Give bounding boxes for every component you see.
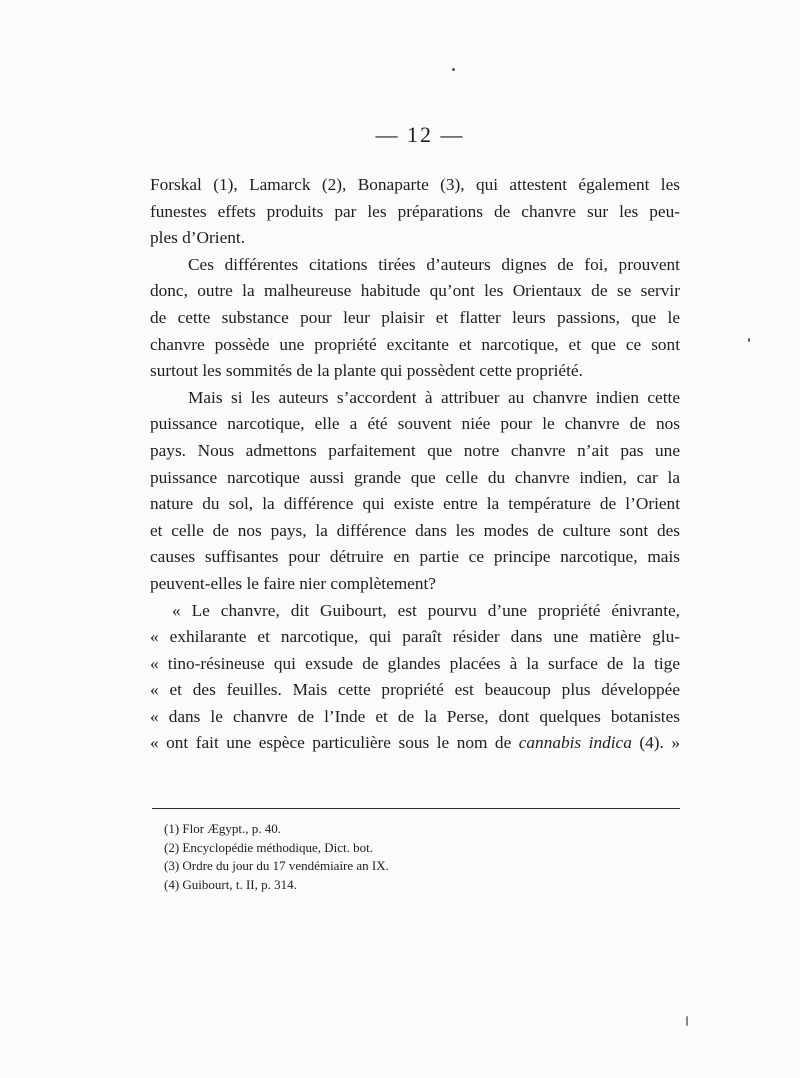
text-line: funestes effets produits par les préparations de chanvre sur les peu- — [150, 201, 680, 221]
footnote: (3) Ordre du jour du 17 vendémiaire an IX. — [164, 858, 389, 874]
text-line: donc, outre la malheureuse habitude qu’ont les Orientaux de se servir — [150, 281, 680, 301]
text-line: Ces différentes citations tirées d’auteurs dignes de foi, prouvent — [188, 254, 680, 274]
text-line: Mais si les auteurs s’accordent à attribuer au chanvre indien cette — [188, 387, 680, 407]
footnote: (1) Flor Ægypt., p. 40. — [164, 821, 281, 836]
page-number: — 12 — — [375, 122, 465, 147]
paper-speck — [686, 1016, 688, 1026]
quote-text: « ont fait une espèce particulière sous le nom de — [150, 733, 519, 753]
italic-term: cannabis indica — [518, 733, 632, 753]
text-line: Forskal (1), Lamarck (2), Bonaparte (3), qui attestent également les — [150, 175, 680, 194]
quote-line: « dans le chanvre de l’Inde et de la Perse, dont quelques botanistes — [150, 706, 680, 726]
quote-line: « Le chanvre, dit Guibourt, est pourvu d’une propriété énivrante, — [172, 600, 680, 620]
text-line: nature du sol, la différence qui existe entre la température de l’Orient — [150, 494, 680, 514]
footnote-divider — [152, 808, 680, 809]
footnote: (2) Encyclopédie méthodique, Dict. bot. — [164, 839, 374, 855]
quote-line: « exhilarante et narcotique, qui paraît résider dans une matière glu- — [150, 627, 680, 647]
text-line: surtout les sommités de la plante qui possèdent cette propriété. — [150, 361, 583, 381]
paper-speck — [748, 338, 750, 342]
paper-speck — [452, 68, 455, 71]
footnote: (4) Guibourt, t. II, p. 314. — [164, 876, 297, 892]
text-line: ples d’Orient. — [150, 228, 246, 248]
text-line: chanvre possède une propriété excitante et narcotique, et que ce sont — [150, 334, 680, 354]
quote-line-last — [150, 730, 680, 757]
text-line: pays. Nous admettons parfaitement que notre chanvre n’ait pas une — [150, 440, 680, 460]
quote-line: « et des feuilles. Mais cette propriété est beaucoup plus développée — [150, 680, 680, 700]
quote-line: « tino-résineuse qui exsude de glandes placées à la surface de la tige — [150, 653, 680, 673]
quote-ref: (4). » — [631, 733, 680, 753]
text-line: puissance narcotique aussi grande que celle du chanvre indien, car la — [150, 467, 680, 487]
text-line: puissance narcotique, elle a été souvent niée pour le chanvre de nos — [150, 414, 680, 434]
text-line: de cette substance pour leur plaisir et flatter leurs passions, que le — [150, 307, 680, 327]
text-line: peuvent-elles le faire nier complètement? — [150, 573, 436, 593]
footnotes — [164, 820, 664, 894]
text-line: causes suffisantes pour détruire en partie ce principe narcotique, mais — [150, 547, 680, 567]
text-line: et celle de nos pays, la différence dans les modes de culture sont des — [150, 520, 680, 540]
body-text — [150, 172, 680, 757]
